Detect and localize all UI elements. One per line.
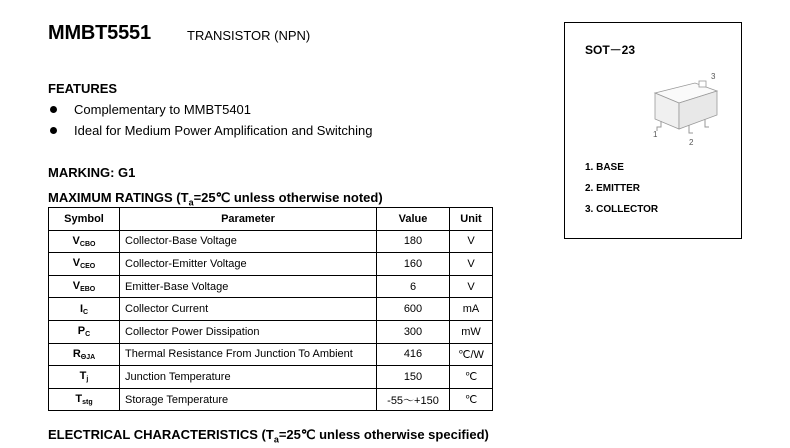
value-cell: 600	[377, 298, 450, 321]
symbol-cell: VCEO	[49, 253, 120, 276]
table-row	[49, 298, 493, 321]
pin-2-number: 2	[689, 138, 694, 147]
value-cell: 6	[377, 275, 450, 298]
unit-cell: mW	[450, 320, 493, 343]
column-header-unit: Unit	[450, 208, 493, 231]
symbol-cell: Tstg	[49, 388, 120, 411]
value-cell: 300	[377, 320, 450, 343]
pin-label-base: 1. BASE	[585, 162, 624, 173]
feature-text: Ideal for Medium Power Amplification and Switching	[74, 123, 373, 138]
feature-text: Complementary to MMBT5401	[74, 102, 252, 117]
pin-3-number: 3	[711, 72, 716, 81]
column-header-symbol: Symbol	[49, 208, 120, 231]
package-box	[564, 22, 742, 239]
package-title: SOT－23	[585, 43, 636, 57]
unit-cell: ℃	[450, 388, 493, 411]
part-number-title: MMBT5551	[48, 22, 151, 44]
pin-label-emitter: 2. EMITTER	[585, 183, 641, 194]
value-cell: 150	[377, 366, 450, 389]
table-row	[49, 343, 493, 366]
parameter-cell: Collector Current	[120, 298, 377, 321]
table-row	[49, 388, 493, 411]
heading-text: =25℃ unless otherwise noted)	[193, 190, 383, 205]
features-heading: FEATURES	[48, 81, 118, 96]
unit-cell: V	[450, 253, 493, 276]
table-row	[49, 253, 493, 276]
unit-cell: V	[450, 230, 493, 253]
heading-text: MAXIMUM RATINGS (T	[48, 190, 189, 205]
parameter-cell: Emitter-Base Voltage	[120, 275, 377, 298]
table-row	[49, 230, 493, 253]
sot23-package-icon	[645, 71, 725, 155]
column-header-parameter: Parameter	[120, 208, 377, 231]
value-cell: 416	[377, 343, 450, 366]
symbol-cell: PC	[49, 320, 120, 343]
column-header-value: Value	[377, 208, 450, 231]
bullet-icon	[50, 106, 57, 113]
heading-text: ELECTRICAL CHARACTERISTICS (T	[48, 427, 274, 442]
value-cell: 180	[377, 230, 450, 253]
parameter-cell: Junction Temperature	[120, 366, 377, 389]
unit-cell: ℃	[450, 366, 493, 389]
parameter-cell: Collector Power Dissipation	[120, 320, 377, 343]
parameter-cell: Storage Temperature	[120, 388, 377, 411]
parameter-cell: Thermal Resistance From Junction To Ambient	[120, 343, 377, 366]
table-row	[49, 366, 493, 389]
table-row	[49, 320, 493, 343]
parameter-cell: Collector-Emitter Voltage	[120, 253, 377, 276]
symbol-cell: VEBO	[49, 275, 120, 298]
feature-item	[50, 102, 251, 117]
feature-item	[50, 123, 372, 138]
value-cell: -55～+150	[377, 388, 450, 411]
value-cell: 160	[377, 253, 450, 276]
symbol-cell: VCBO	[49, 230, 120, 253]
max-ratings-table	[48, 207, 493, 411]
symbol-cell: Tj	[49, 366, 120, 389]
heading-text: =25℃ unless otherwise specified)	[278, 427, 489, 442]
heading-subscript: a	[273, 434, 279, 445]
table-header-row	[49, 208, 493, 231]
marking-label: MARKING: G1	[48, 165, 136, 180]
parameter-cell: Collector-Base Voltage	[120, 230, 377, 253]
symbol-cell: RΘJA	[49, 343, 120, 366]
bullet-icon	[50, 127, 57, 134]
electrical-characteristics-heading	[48, 427, 489, 445]
max-ratings-heading	[48, 190, 383, 208]
unit-cell: mA	[450, 298, 493, 321]
device-type-subtitle: TRANSISTOR (NPN)	[187, 28, 311, 43]
table-row	[49, 275, 493, 298]
pin-label-collector: 3. COLLECTOR	[585, 204, 659, 215]
unit-cell: V	[450, 275, 493, 298]
symbol-cell: IC	[49, 298, 120, 321]
pin-1-number: 1	[653, 130, 658, 139]
heading-subscript: a	[188, 197, 194, 208]
unit-cell: ℃/W	[450, 343, 493, 366]
